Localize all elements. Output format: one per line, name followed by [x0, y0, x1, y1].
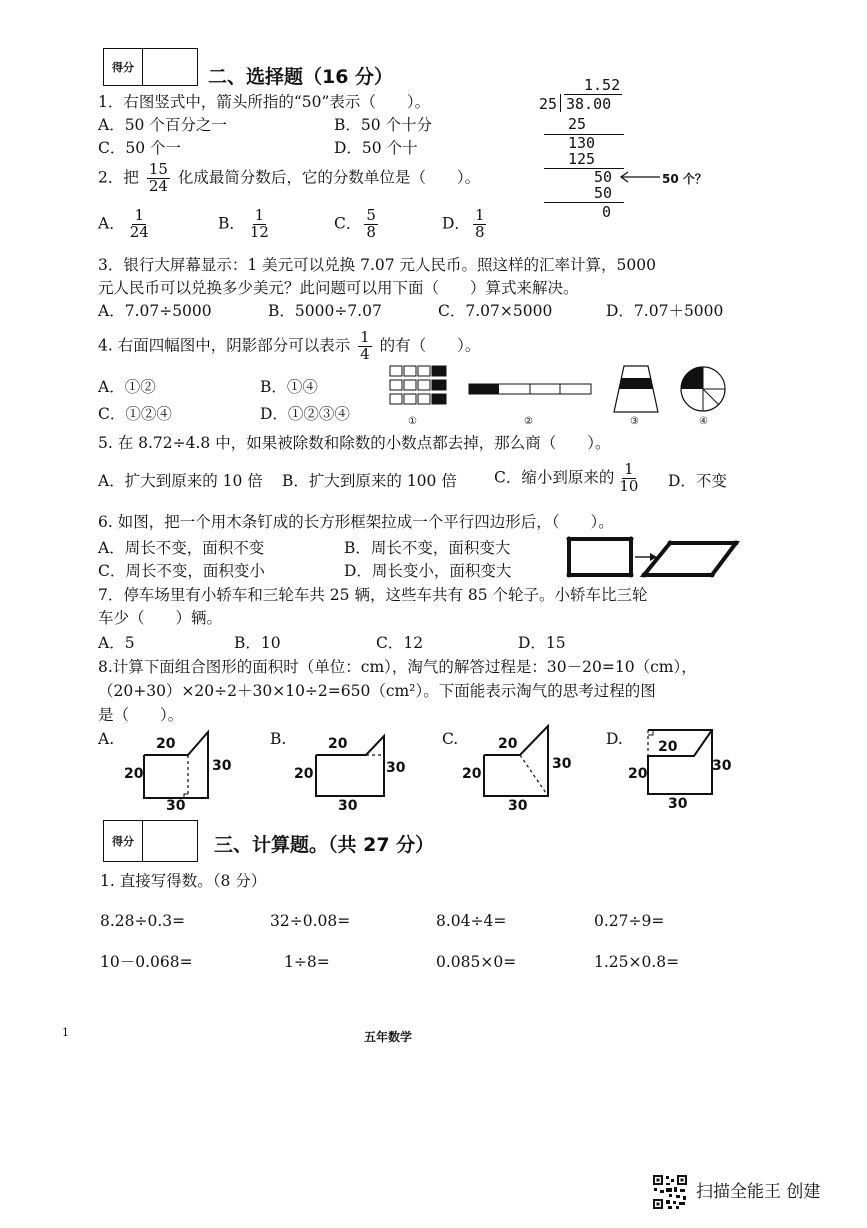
calc-problem-5: 10－0.068=	[100, 953, 193, 971]
q5-option-a: A．扩大到原来的 10 倍	[98, 472, 263, 490]
q7-option-d: D．15	[518, 634, 566, 652]
q6-option-d: D．周长变小，面积变大	[344, 562, 512, 580]
q5-option-c	[494, 462, 643, 495]
score-label: 得分	[104, 821, 143, 861]
q8b-bottom-label: 30	[338, 798, 358, 814]
division-quotient: 1.52	[584, 76, 621, 94]
q8-option-c: C.	[442, 730, 459, 748]
q8b-top-label: 20	[328, 736, 348, 752]
q8b-right-label: 30	[386, 760, 406, 776]
q1-option-c: C．50 个一	[98, 139, 182, 157]
q2-d-frac	[473, 208, 487, 241]
division-line3	[544, 202, 624, 203]
q8-option-b: B.	[270, 730, 287, 748]
score-box-section2	[103, 48, 198, 86]
q2-c-den: 8	[366, 222, 376, 241]
q3-line2: 元人民币可以兑换多少美元？此问题可以用下面（ ）算式来解决。	[98, 279, 579, 297]
q2-frac-den: 24	[148, 176, 168, 195]
q2-option-a	[98, 208, 154, 241]
q7-option-a: A．5	[98, 634, 135, 652]
arrow-label: 50 个？	[662, 172, 707, 186]
q5-option-d: D．不变	[668, 472, 727, 490]
q6-frame-figure	[560, 535, 740, 583]
q4-option-b: B．①④	[260, 378, 318, 396]
division-row1: 25	[568, 115, 587, 133]
q8b-left-label: 20	[294, 766, 314, 782]
footer-subject: 五年数学	[364, 1030, 413, 1044]
q7-option-b: B．10	[234, 634, 281, 652]
q8a-right-label: 30	[212, 758, 232, 774]
q2-option-b	[218, 208, 274, 241]
division-divisor: 25	[539, 95, 558, 113]
calc-problem-8: 1.25×0.8=	[594, 953, 680, 971]
q2-option-d	[442, 208, 489, 241]
calc-problem-6: 1÷8=	[284, 953, 330, 971]
q8c-right-label: 30	[552, 756, 572, 772]
q4-fig1-label: ①	[408, 416, 417, 427]
q4-option-d: D．①②③④	[260, 405, 350, 423]
q8-option-a: A.	[98, 730, 115, 748]
q2-b-label: B．	[218, 214, 245, 233]
q7-option-c: C．12	[376, 634, 424, 652]
score-blank	[143, 49, 197, 85]
q2-d-den: 8	[474, 222, 485, 241]
qr-code-icon	[652, 1174, 688, 1210]
q6-option-b: B．周长不变，面积变大	[344, 539, 511, 557]
q3-option-b: B．5000÷7.07	[268, 302, 382, 320]
q8-figure-a	[140, 728, 212, 806]
q2-stem	[98, 162, 480, 195]
calc-problem-4: 0.27÷9=	[594, 912, 665, 930]
watermark-text: 扫描全能王 创建	[696, 1182, 821, 1202]
calc-problem-2: 32÷0.08=	[270, 912, 351, 930]
q2-b-num: 1	[254, 206, 265, 224]
q3-option-c: C．7.07×5000	[438, 302, 553, 320]
q2-pre: 2．把	[98, 168, 139, 187]
q8d-bottom-label: 30	[668, 796, 688, 812]
q5-c-pre: C．缩小到原来的	[494, 468, 615, 487]
calc-problem-7: 0.085×0=	[436, 953, 517, 971]
q2-a-den: 24	[129, 222, 149, 241]
division-dividend: 38.00	[566, 95, 612, 113]
q8c-bottom-label: 30	[508, 798, 528, 814]
q4-figure-2	[468, 382, 594, 396]
q8-option-d: D.	[606, 730, 623, 748]
division-bracket	[560, 94, 561, 112]
q2-fraction	[147, 162, 170, 195]
q4-fig2-label: ②	[524, 416, 533, 427]
q8-line1: 8.计算下面组合图形的面积时（单位：cm），淘气的解答过程是：30－20=10（cm），	[98, 658, 697, 676]
q2-option-c	[334, 208, 381, 241]
q5-text: 5. 在 8.72÷4.8 中，如果被除数和除数的小数点都去掉，那么商（ ）。	[98, 434, 611, 452]
score-blank	[143, 821, 197, 861]
q4-post: 的有（ ）。	[379, 336, 481, 355]
q8c-top-label: 20	[498, 736, 518, 752]
q8a-left-label: 20	[124, 766, 144, 782]
q4-pre: 4. 右面四幅图中，阴影部分可以表示	[98, 336, 351, 355]
q4-option-a: A．①②	[98, 378, 156, 396]
section2-title: 二、选择题（16 分）	[208, 66, 394, 88]
long-division	[530, 76, 730, 226]
q2-a-label: A．	[98, 214, 125, 233]
q4-option-c: C．①②④	[98, 405, 172, 423]
q2-b-frac	[248, 208, 271, 241]
q4-fig3-label: ③	[630, 416, 639, 427]
q7-line2: 车少（ ）辆。	[98, 609, 223, 627]
q1-text: 1．右图竖式中，箭头所指的“50”表示（ ）。	[98, 93, 431, 111]
q7-line1: 7．停车场里有小轿车和三轮车共 25 辆，这些车共有 85 个轮子。小轿车比三轮	[98, 586, 648, 604]
q1-option-d: D．50 个十	[334, 139, 418, 157]
q2-a-num: 1	[134, 206, 145, 224]
q6-option-c: C．周长不变，面积变小	[98, 562, 265, 580]
q5-c-den: 10	[619, 476, 639, 495]
q2-c-num: 5	[366, 206, 376, 224]
q4-stem	[98, 330, 480, 363]
q8-line3: 是（ ）。	[98, 706, 184, 724]
calc-problem-1: 8.28÷0.3=	[100, 912, 186, 930]
q8-figure-d	[640, 726, 716, 798]
q4-figure-1	[388, 364, 454, 416]
q8d-top-label: 20	[658, 739, 678, 755]
page-number: 1	[62, 1026, 69, 1039]
section3-sub1: 1. 直接写得数。（8 分）	[100, 872, 267, 890]
division-row5: 50	[594, 184, 613, 202]
q8-line2: （20+30）×20÷2＋30×10÷2=650（cm²）。下面能表示淘气的思考过程的图	[98, 682, 656, 700]
q5-c-frac	[617, 462, 640, 495]
division-row2: 130	[568, 134, 596, 152]
q2-d-label: D．	[442, 214, 470, 233]
division-row3: 125	[568, 150, 596, 168]
q4-frac-den: 4	[360, 344, 370, 363]
q1-option-a: A．50 个百分之一	[98, 116, 227, 134]
q3-line1: 3．银行大屏幕显示：1 美元可以兑换 7.07 元人民币。照这样的汇率计算，5000	[98, 256, 656, 274]
q8a-top-label: 20	[156, 736, 176, 752]
q1-option-b: B．50 个十分	[334, 116, 433, 134]
q6-text: 6. 如图，把一个用木条钉成的长方形框架拉成一个平行四边形后，（ ）。	[98, 513, 614, 531]
calc-problem-3: 8.04÷4=	[436, 912, 507, 930]
q2-a-frac	[128, 208, 151, 241]
division-row6: 0	[602, 203, 612, 221]
q2-b-den: 12	[249, 222, 269, 241]
q8d-left-label: 20	[628, 766, 648, 782]
q4-fig4-label: ④	[699, 416, 708, 427]
q3-option-a: A．7.07÷5000	[98, 302, 212, 320]
q4-figure-4	[678, 364, 728, 414]
q5-option-b: B．扩大到原来的 100 倍	[282, 472, 457, 490]
q5-c-num: 1	[624, 460, 634, 478]
q6-option-a: A．周长不变，面积不变	[98, 539, 265, 557]
q2-frac-num: 15	[148, 160, 168, 178]
q4-figure-3	[610, 364, 662, 414]
section3-title: 三、计算题。（共 27 分）	[214, 834, 435, 856]
score-label: 得分	[104, 49, 143, 85]
q3-option-d: D．7.07＋5000	[606, 302, 724, 320]
q8d-right-label: 30	[712, 758, 732, 774]
q8a-bottom-label: 30	[166, 798, 186, 814]
score-box-section3	[103, 820, 198, 862]
q2-c-label: C．	[334, 214, 362, 233]
arrow-icon	[618, 170, 662, 184]
q4-frac-num: 1	[360, 328, 370, 346]
q2-d-num: 1	[474, 206, 485, 224]
q2-post: 化成最简分数后，它的分数单位是（ ）。	[177, 168, 481, 187]
q2-c-frac	[364, 208, 378, 241]
q8c-left-label: 20	[462, 766, 482, 782]
division-row4: 50	[594, 168, 613, 186]
q4-fraction	[358, 330, 372, 363]
q8-figure-b	[312, 728, 388, 800]
